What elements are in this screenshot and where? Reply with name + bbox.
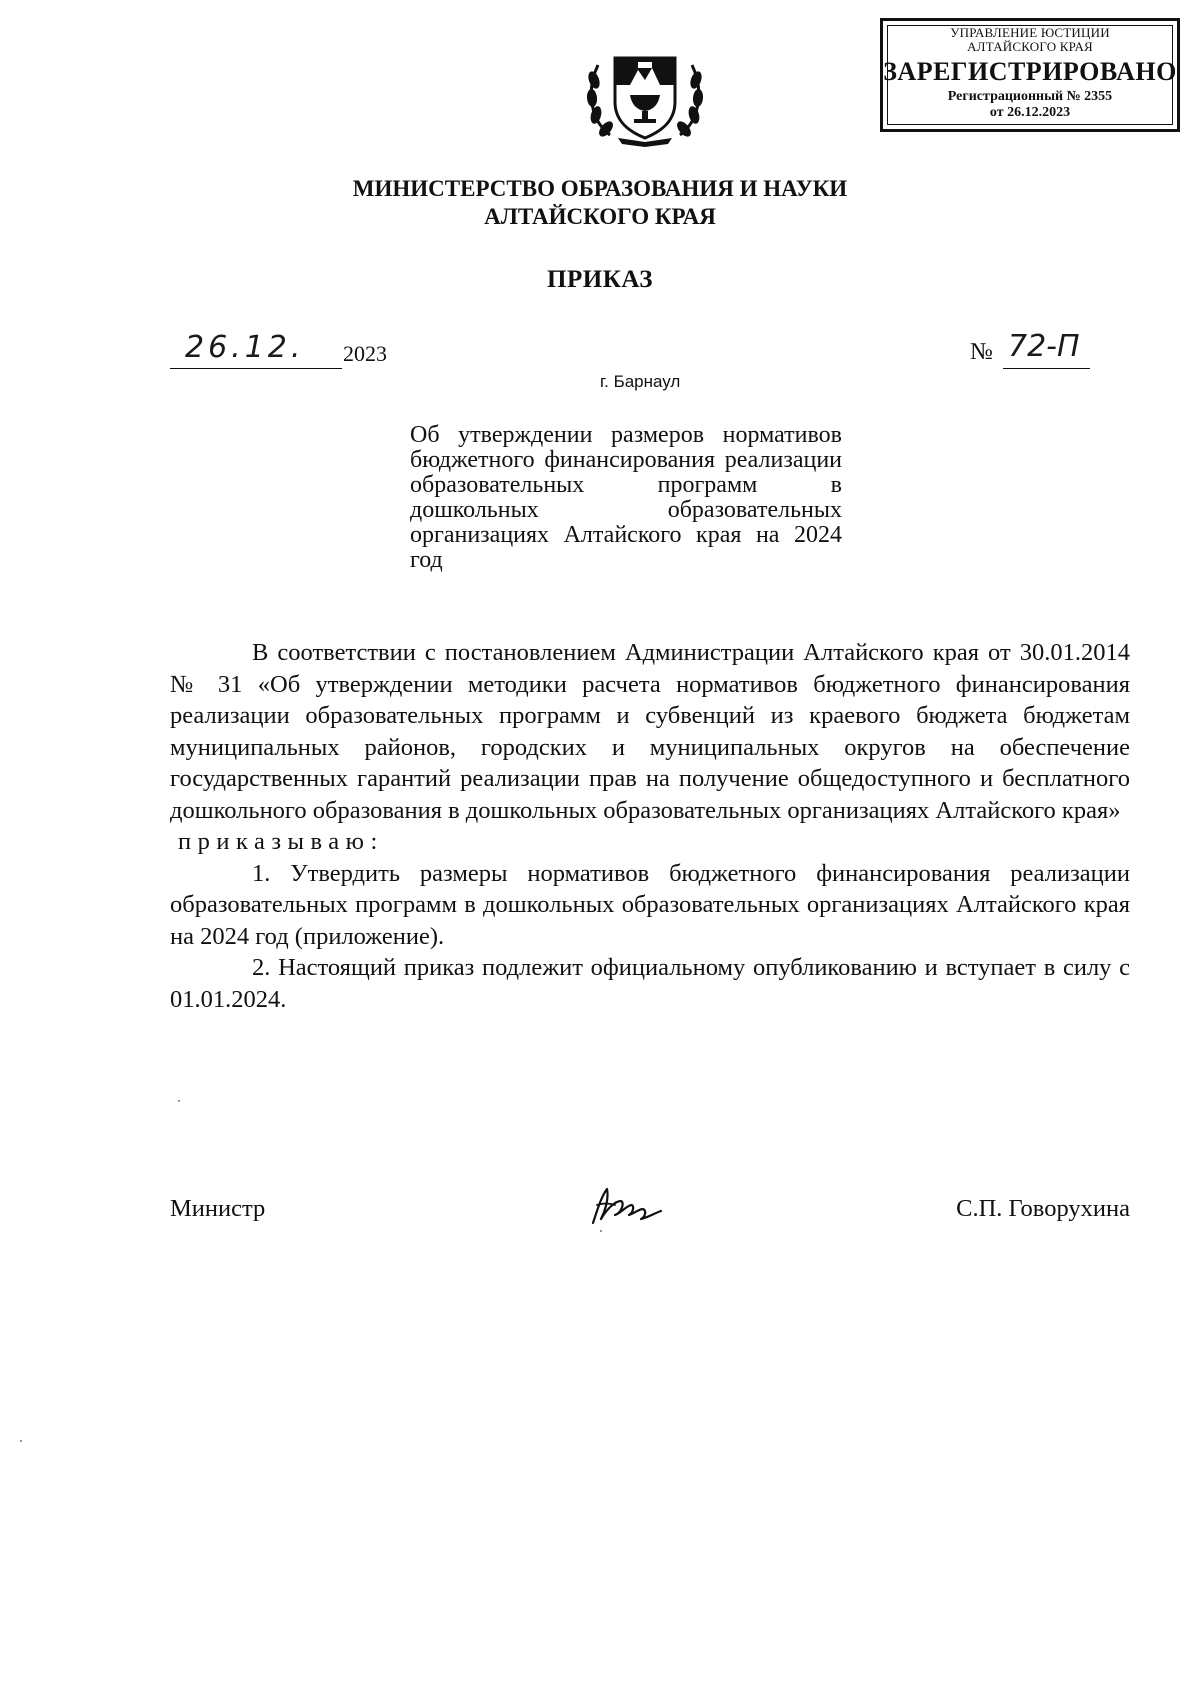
document-body: [170, 637, 1130, 1015]
ministry-name: [300, 175, 900, 231]
stamp-status: ЗАРЕГИСТРИРОВАНО: [883, 57, 1177, 86]
number-label: №: [970, 339, 993, 365]
signature-block: [170, 1195, 1130, 1235]
handwritten-number: 72-П: [1008, 329, 1080, 364]
stamp-inner-border: [887, 25, 1173, 125]
order-item-2: 2. Настоящий приказ подлежит официальному опубликованию и вступает в силу с 01.01.2024.: [170, 954, 1130, 1013]
coat-of-arms-emblem: [580, 40, 710, 148]
scan-speck: [178, 1100, 180, 1102]
stamp-agency-line2: АЛТАЙСКОГО КРАЯ: [967, 39, 1093, 54]
stamp-agency-line1: УПРАВЛЕНИЕ ЮСТИЦИИ: [950, 25, 1110, 40]
handwritten-signature: [585, 1183, 665, 1227]
ministry-name-line2: АЛТАЙСКОГО КРАЯ: [484, 204, 716, 229]
document-subject: Об утверждении размеров нормативов бюджетного финансирования реализации образовательных программ в дошкольных образовательных организациях Алтайского края на 2024 год: [410, 422, 842, 573]
stamp-reg-date: от 26.12.2023: [989, 105, 1071, 120]
ministry-name-line1: МИНИСТЕРСТВО ОБРАЗОВАНИЯ И НАУКИ: [352, 176, 848, 201]
city: г. Барнаул: [600, 372, 681, 391]
preamble-paragraph: В соответствии с постановлением Администрации Алтайского края от 30.01.2014 № 31 «Об утверждении методики расчета нормативов бюджетного финансирования реализации образовательных программ и субвенций из краевого бюджета бюджетам муниципальных районов, городских и муниципальных округов на обеспечение государственных гарантий реализации прав на получение общедоступного и бесплатного дошкольного образования в дошкольных образовательных организациях Алтайского края»: [170, 639, 1130, 824]
order-word: приказываю:: [178, 828, 384, 855]
signatory-name: С.П. Говорухина: [956, 1195, 1130, 1222]
date-year: 2023: [343, 341, 387, 366]
scan-speck: [20, 1440, 22, 1442]
registration-stamp: [880, 18, 1180, 132]
document-type: ПРИКАЗ: [547, 266, 653, 293]
order-item-1: 1. Утвердить размеры нормативов бюджетного финансирования реализации образовательных программ в дошкольных образовательных организациях Алтайского края на 2024 год (приложение).: [170, 859, 1130, 950]
handwritten-date: 26.12.: [185, 330, 305, 365]
stamp-reg-number: Регистрационный № 2355: [947, 89, 1113, 104]
signatory-title: Министр: [170, 1195, 266, 1222]
scan-speck: [600, 1230, 602, 1232]
